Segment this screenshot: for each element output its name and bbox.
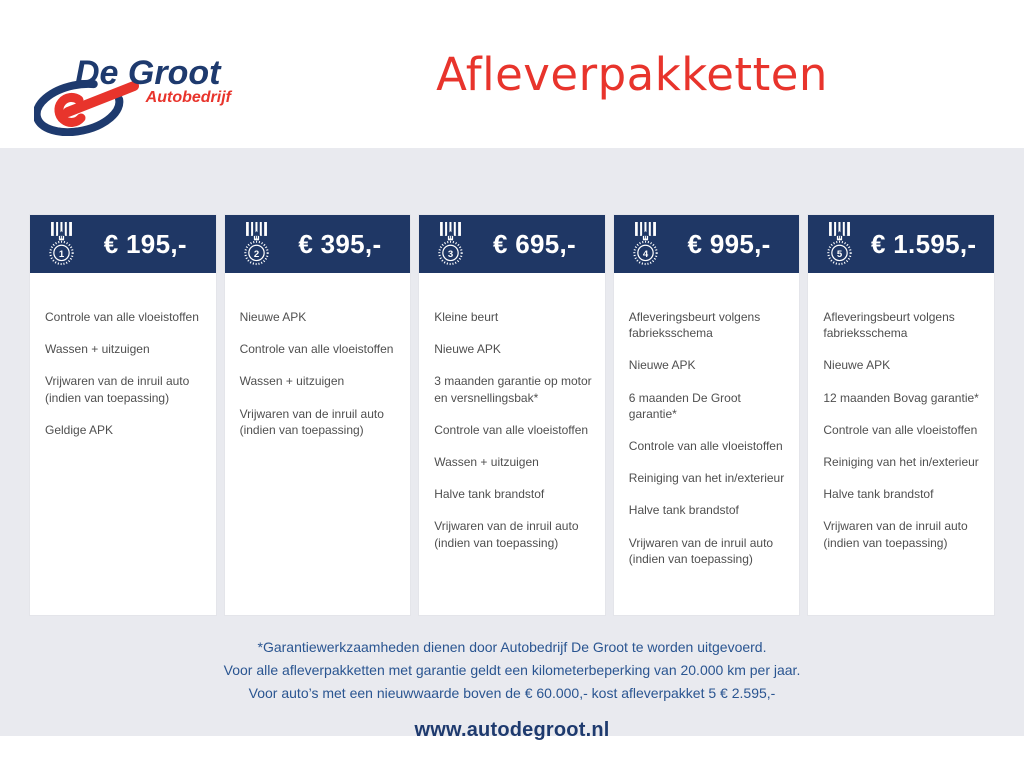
package-item: Controle van alle vloeistoffen (434, 422, 589, 437)
package-item: Nieuwe APK (434, 342, 501, 357)
package-card (419, 215, 605, 615)
package-card (30, 215, 216, 615)
package-item: Vrijwaren van de inruil auto (indien van toepassing) (823, 519, 968, 550)
svg-text:3: 3 (448, 248, 454, 260)
package-item-list (808, 273, 994, 567)
package-item: Controle van alle vloeistoffen (628, 438, 783, 453)
logo (0, 0, 250, 148)
package-card-header (614, 215, 800, 273)
package-item: 3 maanden garantie op motor en versnellingsbak* (434, 374, 592, 405)
medal-icon (626, 222, 665, 269)
package-item: 12 maanden Bovag garantie* (823, 390, 979, 405)
package-cards (0, 148, 1024, 615)
package-price: € 695,- (492, 228, 576, 259)
package-price: € 195,- (103, 228, 187, 259)
package-item-list (30, 273, 216, 454)
footer-note-line: Voor auto’s met een nieuwwaarde boven de € 60.000,- kost afleverpakket 5 € 2.595,- (248, 685, 776, 701)
package-item: Halve tank brandstof (823, 487, 934, 502)
svg-text:2: 2 (253, 248, 259, 260)
logo-mark-icon (34, 36, 244, 136)
package-item: Reiniging van het in/exterieur (628, 471, 785, 486)
package-card-header (808, 215, 994, 273)
package-item-list (419, 273, 605, 567)
medal-icon (237, 222, 276, 269)
package-item: Wassen + uitzuigen (45, 342, 150, 357)
package-item: Afleveringsbeurt volgens fabrieksschema (823, 310, 955, 341)
package-item: Kleine beurt (434, 310, 499, 324)
svg-text:4: 4 (642, 248, 648, 260)
medal-icon (431, 222, 470, 269)
package-item: Vrijwaren van de inruil auto (indien van toepassing) (628, 535, 774, 566)
logo-name: De Groot (75, 54, 221, 92)
package-item-list (614, 273, 800, 583)
package-item: Vrijwaren van de inruil auto (indien van toepassing) (239, 406, 384, 437)
package-item: Vrijwaren van de inruil auto (indien van toepassing) (45, 374, 190, 405)
package-item: Reiniging van het in/exterieur (823, 454, 979, 469)
website-link[interactable]: www.autodegroot.nl (414, 719, 610, 741)
content-band (0, 148, 1024, 741)
package-item: 6 maanden De Groot garantie* (628, 390, 741, 421)
package-item: Geldige APK (45, 422, 114, 437)
footer-note-line: Voor alle afleverpakketten met garantie geldt een kilometerbeperking van 20.000 km per jaar. (223, 662, 801, 678)
header-band (0, 0, 1024, 148)
package-item: Wassen + uitzuigen (239, 374, 345, 389)
package-item: Vrijwaren van de inruil auto (indien van toepassing) (434, 519, 579, 550)
package-price: € 995,- (687, 228, 771, 259)
title-area (250, 48, 1024, 101)
svg-text:1: 1 (58, 248, 65, 260)
package-item-list (225, 273, 411, 454)
package-price: € 395,- (298, 228, 382, 259)
svg-text:5: 5 (837, 248, 843, 260)
footer-note-line: *Garantiewerkzaamheden dienen door Autobedrijf De Groot te worden uitgevoerd. (257, 639, 767, 655)
package-item: Wassen + uitzuigen (434, 454, 539, 469)
package-card (808, 215, 994, 615)
package-item: Nieuwe APK (628, 358, 696, 373)
package-item: Afleveringsbeurt volgens fabrieksschema (628, 310, 761, 341)
package-item: Nieuwe APK (823, 358, 891, 373)
package-item: Halve tank brandstof (628, 503, 739, 518)
footer-notes (0, 636, 1024, 705)
page-title: Afleverpakketten (436, 47, 828, 101)
medal-icon (820, 222, 859, 269)
logo-subtitle: Autobedrijf (145, 89, 231, 106)
package-item: Nieuwe APK (239, 310, 307, 324)
package-item: Controle van alle vloeistoffen (239, 342, 394, 357)
package-card-header (419, 215, 605, 273)
medal-icon (42, 222, 81, 269)
package-price: € 1.595,- (871, 228, 977, 259)
package-card (614, 215, 800, 615)
package-card-header (225, 215, 411, 273)
package-item: Halve tank brandstof (434, 487, 545, 502)
package-card (225, 215, 411, 615)
package-item: Controle van alle vloeistoffen (823, 422, 978, 437)
package-card-header (30, 215, 216, 273)
package-item: Controle van alle vloeistoffen (45, 310, 199, 324)
